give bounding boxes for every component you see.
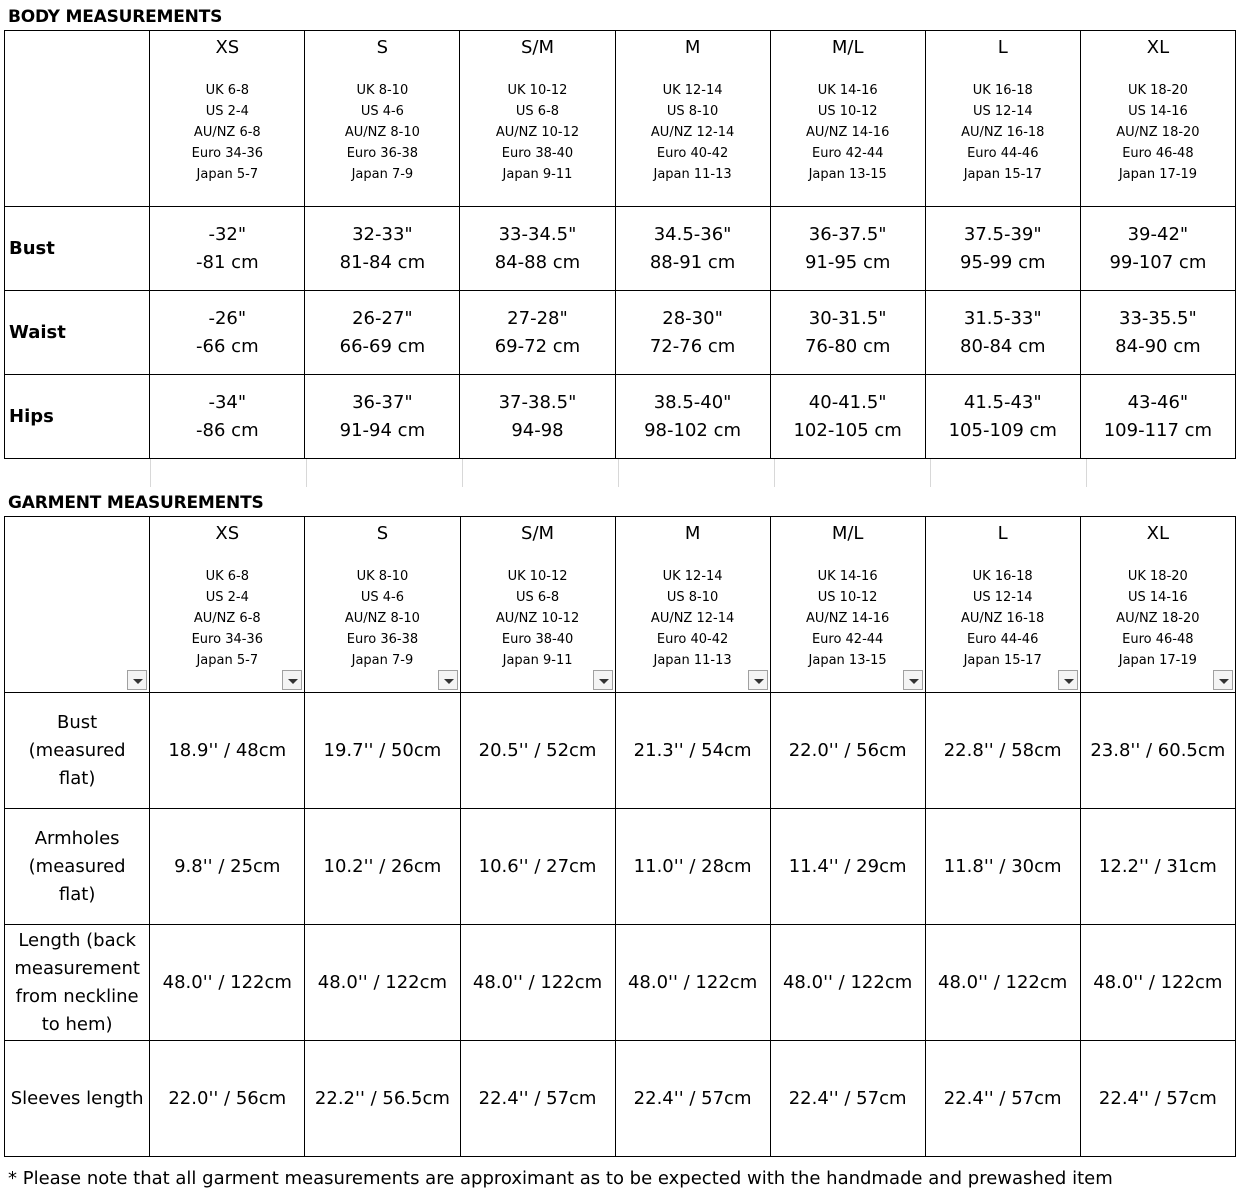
size-conversion-line: AU/NZ 8-10 [344,611,420,626]
size-conversion-line: AU/NZ 18-20 [1116,125,1200,140]
measurement-inches: 41.5-43" [963,391,1042,413]
body-row-waist [5,291,1236,375]
measurement-cell: 18.9'' / 48cm [150,693,305,809]
measurement-cm: 66-69 cm [339,335,426,357]
size-conversion-line: Japan 17-19 [1118,653,1197,668]
row-label-line: from neckline [15,985,139,1007]
size-conversion-line: UK 10-12 [507,83,568,98]
size-header-xs [150,31,305,207]
size-conversion-line: UK 8-10 [356,569,409,584]
size-conversion-line: Euro 38-40 [501,632,574,647]
garment-row [5,809,1236,925]
measurement-inches: -32" [208,223,247,245]
size-header-s-m [460,31,615,207]
measurement-cell [925,375,1080,459]
size-name: S [376,523,389,544]
size-conversion-line: Euro 40-42 [656,632,729,647]
measurement-cell [1080,375,1235,459]
measurement-cm: 72-76 cm [649,335,736,357]
size-name: XS [215,523,240,544]
measurement-cell: 48.0'' / 122cm [615,925,770,1041]
measurement-cell: 48.0'' / 122cm [1080,925,1235,1041]
gridline [150,459,151,487]
size-conversion-line: Euro 42-44 [811,632,884,647]
size-name: M/L [831,523,864,544]
gridline [306,459,307,487]
garment-measurements-table [4,516,1236,1157]
spacer-row [4,459,1236,487]
measurement-cm: -66 cm [196,335,259,357]
measurement-cell [150,207,305,291]
measurement-cell: 19.7'' / 50cm [305,693,460,809]
header-row [5,517,1236,693]
measurement-cell: 48.0'' / 122cm [305,925,460,1041]
row-label-line: to hem) [41,1013,113,1035]
size-conversions [616,80,770,185]
measurement-cell [925,207,1080,291]
row-label-line: measurement [14,957,140,979]
size-conversion-line: US 14-16 [1128,104,1188,119]
garment-measurements-title: GARMENT MEASUREMENTS [8,493,264,513]
measurement-inches: 27-28" [507,307,568,329]
size-conversion-line: US 4-6 [360,104,404,119]
measurement-cm: 91-95 cm [804,251,891,273]
size-conversions [616,566,770,671]
size-conversion-line: Euro 44-46 [967,146,1039,161]
size-conversions [150,566,304,671]
measurement-cell: 22.4'' / 57cm [460,1041,615,1157]
size-name: S [376,37,389,58]
size-conversion-line: Japan 11-13 [653,653,732,668]
measurement-cm: 76-80 cm [804,335,891,357]
measurement-cell: 22.8'' / 58cm [925,693,1080,809]
measurement-cell [460,375,615,459]
gridline [1086,459,1087,487]
measurement-cell [615,291,770,375]
size-conversion-line: US 12-14 [972,104,1033,119]
measurement-inches: 26-27" [352,307,413,329]
row-label [5,693,150,809]
row-label: Bust [5,207,150,291]
size-conversion-line: Japan 9-11 [502,167,573,182]
size-conversions [461,566,615,671]
size-conversion-line: UK 12-14 [662,83,723,98]
size-conversion-line: Euro 40-42 [656,146,729,161]
garment-row [5,693,1236,809]
size-header-m-l [770,31,925,207]
size-conversion-line: Euro 46-48 [1122,632,1194,647]
filter-dropdown-icon[interactable] [748,670,768,690]
size-conversion-line: US 6-8 [515,104,560,119]
measurement-inches: 28-30" [662,307,723,329]
measurement-inches: 38.5-40" [653,391,732,413]
size-conversion-line: UK 6-8 [205,83,250,98]
measurement-cell: 48.0'' / 122cm [925,925,1080,1041]
measurement-cell: 48.0'' / 122cm [770,925,925,1041]
size-conversion-line: US 8-10 [666,104,719,119]
size-conversion-line: UK 8-10 [356,83,409,98]
measurement-cell [770,207,925,291]
measurement-cm: 80-84 cm [960,335,1046,357]
measurement-note: * Please note that all garment measurements are approximant as to be expected with the handmade and prewashed item [8,1168,1113,1189]
size-conversions [1081,80,1235,185]
measurement-cell: 22.4'' / 57cm [615,1041,770,1157]
size-conversion-line: AU/NZ 12-14 [650,125,735,140]
measurement-cell: 20.5'' / 52cm [460,693,615,809]
size-name: M [684,523,701,544]
size-conversion-line: Euro 34-36 [191,146,264,161]
size-name: XL [1146,37,1170,58]
row-label-line: flat) [58,883,96,905]
size-conversion-line: Japan 11-13 [653,167,732,182]
body-measurements-title: BODY MEASUREMENTS [8,7,223,27]
size-conversion-line: UK 16-18 [972,569,1033,584]
size-conversion-line: AU/NZ 6-8 [193,611,261,626]
size-conversion-line: Japan 13-15 [808,653,887,668]
row-label [5,925,150,1041]
measurement-cm: 69-72 cm [494,335,581,357]
size-conversion-line: AU/NZ 18-20 [1116,611,1200,626]
size-conversion-line: AU/NZ 6-8 [193,125,261,140]
size-header-l [925,31,1080,207]
measurement-cell: 22.0'' / 56cm [770,693,925,809]
size-conversion-line: AU/NZ 8-10 [344,125,420,140]
measurement-cm: 81-84 cm [339,251,426,273]
size-conversions [305,80,459,185]
measurement-cell [150,375,305,459]
measurement-cm: 98-102 cm [644,419,742,441]
garment-row [5,1041,1236,1157]
row-label-line: Armholes [34,827,120,849]
size-conversions [926,80,1080,185]
measurement-cell: 22.4'' / 57cm [925,1041,1080,1157]
filter-dropdown-icon[interactable] [1213,670,1233,690]
size-conversion-line: AU/NZ 16-18 [960,611,1045,626]
size-header-s [305,517,460,693]
measurement-cell [615,375,770,459]
size-conversion-line: Euro 44-46 [966,632,1039,647]
measurement-cell [460,291,615,375]
measurement-cm: 102-105 cm [793,419,902,441]
measurement-inches: 39-42" [1127,223,1189,245]
size-header-xl [1080,31,1235,207]
size-conversion-line: UK 10-12 [507,569,568,584]
row-label: Waist [5,291,150,375]
size-conversion-line: US 10-12 [817,590,878,605]
filter-dropdown-icon[interactable] [438,670,458,690]
size-conversion-line: Euro 46-48 [1122,146,1194,161]
row-label-line: Sleeves length [10,1087,144,1109]
size-conversion-line: Euro 36-38 [346,146,419,161]
corner-cell [5,31,150,207]
measurement-cm: 105-109 cm [948,419,1057,441]
gridline [774,459,775,487]
measurement-cell [150,291,305,375]
size-header-l [925,517,1080,693]
measurement-cell: 23.8'' / 60.5cm [1080,693,1235,809]
size-name: L [997,37,1008,58]
measurement-cm: 84-90 cm [1115,335,1201,357]
row-label [5,809,150,925]
corner-cell [5,517,150,693]
measurement-inches: 36-37" [352,391,413,413]
size-conversion-line: Euro 38-40 [501,146,574,161]
size-conversion-line: US 4-6 [360,590,404,605]
size-name: XL [1146,523,1170,544]
measurement-inches: 32-33" [352,223,413,245]
measurement-cell [1080,291,1235,375]
size-header-m [615,31,770,207]
size-conversion-line: Japan 17-19 [1118,167,1197,182]
measurement-cm: 95-99 cm [960,251,1046,273]
size-conversion-line: UK 6-8 [205,569,249,584]
size-conversion-line: Japan 5-7 [196,167,259,182]
size-conversion-line: UK 12-14 [662,569,723,584]
measurement-cell [770,375,925,459]
size-header-xl [1080,517,1235,693]
measurement-cell [305,291,460,375]
measurement-inches: -26" [208,307,247,329]
size-conversion-line: Japan 5-7 [196,653,259,668]
size-conversions [460,80,614,185]
row-label-line: (measured [28,739,126,761]
measurement-inches: 43-46" [1127,391,1189,413]
filter-dropdown-icon[interactable] [127,670,147,690]
measurement-cell: 10.2'' / 26cm [305,809,460,925]
size-conversion-line: AU/NZ 10-12 [495,125,580,140]
measurement-cell [770,291,925,375]
size-conversion-line: Japan 15-17 [963,167,1042,182]
measurement-inches: 33-34.5" [498,223,577,245]
header-row [5,31,1236,207]
size-conversion-line: UK 18-20 [1127,83,1188,98]
size-conversion-line: UK 16-18 [972,83,1033,98]
measurement-inches: 30-31.5" [808,307,887,329]
size-conversion-line: Japan 13-15 [808,167,887,182]
measurement-cm: -81 cm [196,251,259,273]
size-conversion-line: US 2-4 [205,590,249,605]
size-conversion-line: US 6-8 [515,590,560,605]
size-conversion-line: US 12-14 [972,590,1033,605]
measurement-cell: 48.0'' / 122cm [150,925,305,1041]
measurement-cell: 21.3'' / 54cm [615,693,770,809]
size-header-s-m [460,517,615,693]
measurement-cell: 11.0'' / 28cm [615,809,770,925]
measurement-inches: 34.5-36" [653,223,732,245]
size-conversion-line: UK 18-20 [1127,569,1188,584]
measurement-cm: 91-94 cm [339,419,426,441]
size-conversion-line: AU/NZ 16-18 [961,125,1045,140]
measurement-inches: 31.5-33" [963,307,1042,329]
size-header-s [305,31,460,207]
size-conversion-line: US 14-16 [1127,590,1188,605]
measurement-cell: 10.6'' / 27cm [460,809,615,925]
size-header-m-l [770,517,925,693]
size-name: S/M [521,523,555,544]
size-conversions [926,566,1080,671]
filter-dropdown-icon[interactable] [1058,670,1078,690]
size-conversion-line: AU/NZ 12-14 [650,611,735,626]
row-label-line: Bust [57,711,98,733]
measurement-cm: 99-107 cm [1109,251,1207,273]
size-name: L [997,523,1008,544]
measurement-cm: 84-88 cm [494,251,581,273]
measurement-cell [305,375,460,459]
measurement-cell: 48.0'' / 122cm [460,925,615,1041]
gridline [618,459,619,487]
size-conversion-line: Euro 34-36 [191,632,263,647]
row-label-line: Length (back [18,929,136,951]
measurement-cell: 22.4'' / 57cm [770,1041,925,1157]
body-row-hips [5,375,1236,459]
size-conversions [150,80,304,185]
size-conversion-line: US 10-12 [817,104,878,119]
measurement-cell [1080,207,1235,291]
row-label [5,1041,150,1157]
size-conversion-line: AU/NZ 14-16 [805,611,890,626]
measurement-cell: 22.4'' / 57cm [1080,1041,1235,1157]
measurement-inches: 37.5-39" [963,223,1042,245]
size-header-xs [150,517,305,693]
gridline [462,459,463,487]
size-conversion-line: Japan 7-9 [351,653,414,668]
size-conversion-line: Euro 42-44 [811,146,884,161]
body-measurements-table [4,30,1236,459]
size-conversions [1081,566,1235,671]
measurement-cell: 12.2'' / 31cm [1080,809,1235,925]
measurement-cell [305,207,460,291]
size-conversion-line: UK 14-16 [817,569,878,584]
size-conversion-line: Japan 15-17 [963,653,1042,668]
measurement-cell: 11.4'' / 29cm [770,809,925,925]
size-conversion-line: AU/NZ 10-12 [495,611,580,626]
filter-dropdown-icon[interactable] [903,670,923,690]
size-conversion-line: UK 14-16 [817,83,878,98]
size-conversion-line: AU/NZ 14-16 [806,125,890,140]
size-name: M [684,37,701,58]
measurement-cell [615,207,770,291]
size-name: M/L [831,37,864,58]
measurement-inches: 33-35.5" [1119,307,1197,329]
measurement-cell [925,291,1080,375]
size-name: XS [215,37,240,58]
measurement-cell [460,207,615,291]
size-name: S/M [520,37,554,58]
size-header-m [615,517,770,693]
measurement-cm: -86 cm [196,419,259,441]
size-conversion-line: Japan 9-11 [502,653,573,668]
measurement-cm: 94-98 [511,419,564,441]
measurement-cm: 88-91 cm [649,251,736,273]
filter-dropdown-icon[interactable] [593,670,613,690]
size-conversions [305,566,459,671]
measurement-cell: 11.8'' / 30cm [925,809,1080,925]
measurement-inches: 37-38.5" [498,391,577,413]
gridline [930,459,931,487]
filter-dropdown-icon[interactable] [282,670,302,690]
measurement-inches: -34" [208,391,247,413]
measurement-cell: 9.8'' / 25cm [150,809,305,925]
size-conversions [771,80,925,185]
measurement-inches: 36-37.5" [808,223,887,245]
measurement-inches: 40-41.5" [808,391,887,413]
row-label: Hips [5,375,150,459]
size-conversion-line: Japan 7-9 [351,167,414,182]
size-conversion-line: Euro 36-38 [346,632,419,647]
measurement-cell: 22.0'' / 56cm [150,1041,305,1157]
size-conversion-line: US 8-10 [666,590,719,605]
measurement-cm: 109-117 cm [1103,419,1213,441]
size-conversions [771,566,925,671]
garment-row [5,925,1236,1041]
row-label-line: flat) [58,767,96,789]
body-row-bust [5,207,1236,291]
size-conversion-line: US 2-4 [205,104,249,119]
measurement-cell: 22.2'' / 56.5cm [305,1041,460,1157]
row-label-line: (measured [28,855,126,877]
